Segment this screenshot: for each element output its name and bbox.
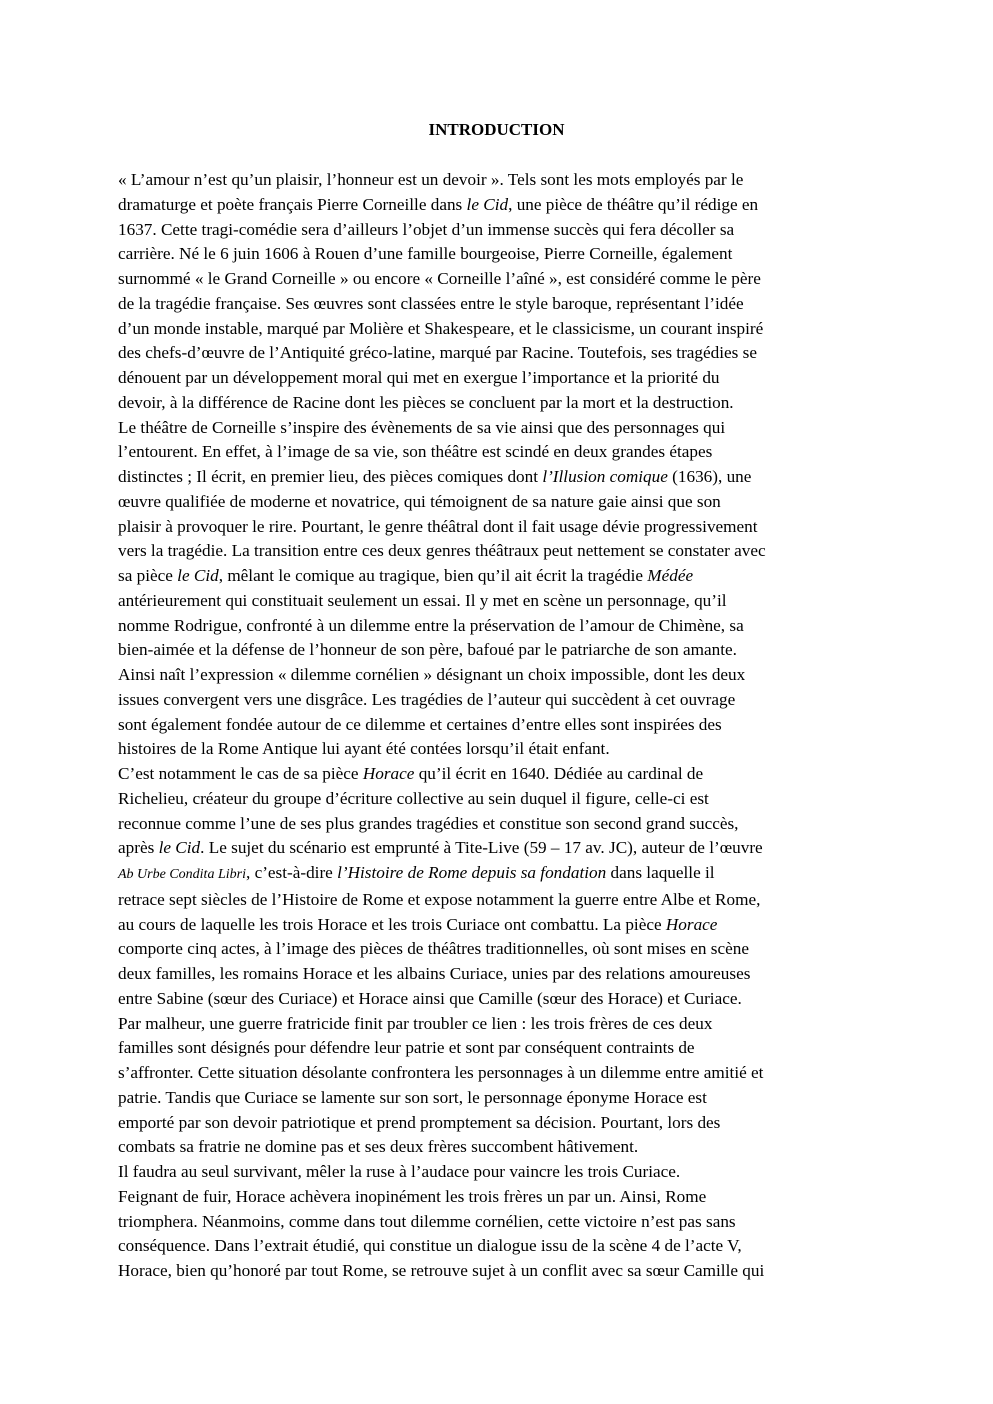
text-line — [118, 341, 888, 366]
text-line — [118, 638, 888, 663]
text-line — [118, 888, 888, 913]
text-segment: nomme Rodrigue, confronté à un dilemme entre la préservation de l’amour de Chimène, sa — [118, 615, 744, 635]
text-line — [118, 913, 888, 938]
text-segment: distinctes ; Il écrit, en premier lieu, des pièces comiques dont — [118, 467, 543, 486]
text-line — [118, 1210, 888, 1235]
text-line — [118, 416, 888, 441]
text-line — [118, 515, 888, 540]
text-segment: combats sa fratrie ne domine pas et ses deux frères succombent hâtivement. — [118, 1137, 639, 1157]
text-line — [118, 1135, 888, 1160]
text-line — [118, 713, 888, 738]
text-line — [118, 1185, 888, 1210]
text-segment: retrace sept siècles de l’Histoire de Rome et expose notamment la guerre entre Albe et Rome, — [118, 889, 761, 909]
text-segment: Feignant de fuir, Horace achèvera inopinément les trois frères un par un. Ainsi, Rome — [118, 1186, 707, 1206]
text-segment: issues convergent vers une disgrâce. Les tragédies de l’auteur qui succèdent à cet ouvrage — [118, 689, 736, 709]
italic-text: le Cid — [177, 566, 219, 585]
text-segment: Le théâtre de Corneille s’inspire des évènements de sa vie ainsi que des personnages qui — [118, 417, 726, 437]
text-line — [118, 366, 888, 391]
text-line — [118, 1259, 888, 1284]
text-segment: après — [118, 838, 159, 858]
text-segment: Richelieu, créateur du groupe d’écriture collective au sein duquel il figure, celle-ci est — [118, 788, 709, 808]
text-segment: Ainsi naît l’expression « dilemme cornélien » désignant un choix impossible, dont les deux — [118, 665, 746, 684]
text-line — [118, 762, 888, 787]
text-segment: . Le sujet du scénario est emprunté à Tite-Live (59 – 17 av. JC), auteur de l’œuvre — [200, 838, 763, 858]
text-segment: s’affronter. Cette situation désolante confrontera les personnages à un dilemme entre amitié et — [118, 1063, 764, 1082]
italic-text: l’Illusion comique — [542, 467, 668, 486]
text-line — [118, 663, 888, 688]
text-segment: carrière. Né le 6 juin 1606 à Rouen d’une famille bourgeoise, Pierre Corneille, également — [118, 244, 733, 264]
text-line — [118, 292, 888, 317]
text-line — [118, 465, 888, 490]
italic-text: l’Histoire de Rome depuis sa fondation — [337, 863, 607, 882]
text-segment: devoir, à la différence de Racine dont les pièces se concluent par la mort et la destruction. — [118, 392, 734, 412]
text-line — [118, 962, 888, 987]
text-segment: histoires de la Rome Antique lui ayant été contées lorsqu’il était enfant. — [118, 739, 610, 759]
text-line — [118, 836, 888, 861]
text-line — [118, 267, 888, 292]
text-line — [118, 539, 888, 564]
text-segment: plaisir à provoquer le rire. Pourtant, le genre théâtral dont il fait usage dévie progressivement — [118, 516, 758, 536]
text-segment: , mêlant le comique au tragique, bien qu’il ait écrit la tragédie — [218, 566, 648, 585]
text-line — [118, 1086, 888, 1111]
text-line — [118, 1061, 888, 1086]
text-segment: sont également fondée autour de ce dilemme et certaines d’entre elles sont inspirées des — [118, 714, 722, 734]
text-line — [118, 987, 888, 1012]
text-segment: qu’il écrit en 1640. Dédiée au cardinal de — [414, 764, 704, 783]
text-segment: l’entourent. En effet, à l’image de sa vie, son théâtre est scindé en deux grandes étapes — [118, 442, 713, 462]
text-segment: familles sont désignés pour défendre leur patrie et sont par conséquent contraints de — [118, 1038, 695, 1058]
text-line — [118, 218, 888, 243]
body-text — [118, 168, 888, 1284]
text-line — [118, 589, 888, 614]
text-line — [118, 688, 888, 713]
text-segment: sa pièce — [118, 566, 178, 585]
page-title: INTRODUCTION — [428, 120, 565, 139]
text-segment: (1636), une — [667, 467, 752, 486]
text-line — [118, 317, 888, 342]
text-segment: comporte cinq actes, à l’image des pièces de théâtres traditionnelles, où sont mises en scène — [118, 939, 749, 959]
text-segment: deux familles, les romains Horace et les albains Curiace, unies par des relations amoureuses — [118, 964, 751, 983]
text-segment: 1637. Cette tragi-comédie sera d’ailleurs l’objet d’un immense succès qui fera décoller sa — [118, 219, 735, 239]
text-line — [118, 787, 888, 812]
text-segment: « L’amour n’est qu’un plaisir, l’honneur est un devoir ». Tels sont les mots employés par le — [118, 170, 744, 189]
text-line — [118, 242, 888, 267]
text-segment: des chefs-d’œuvre de l’Antiquité gréco-latine, marqué par Racine. Toutefois, ses tragédies se — [118, 343, 757, 363]
text-segment: Il faudra au seul survivant, mêler la ruse à l’audace pour vaincre les trois Curiace. — [118, 1162, 681, 1181]
text-line — [118, 812, 888, 837]
text-line — [118, 193, 888, 218]
text-segment: œuvre qualifiée de moderne et novatrice, qui témoignent de sa nature gaie ainsi que son — [118, 491, 721, 511]
text-line — [118, 1036, 888, 1061]
text-segment: dénouent par un développement moral qui met en exergue l’importance et la priorité du — [118, 368, 720, 387]
italic-text: Ab Urbe Condita Libri — [118, 867, 246, 882]
text-segment: Par malheur, une guerre fratricide finit par troubler ce lien : les trois frères de ces deux — [118, 1013, 713, 1033]
text-line — [118, 490, 888, 515]
text-line — [118, 1012, 888, 1037]
text-segment: patrie. Tandis que Curiace se lamente sur son sort, le personnage éponyme Horace est — [118, 1087, 707, 1107]
text-segment: antérieurement qui constituait seulement un essai. Il y met en scène un personnage, qu’il — [118, 590, 727, 610]
text-line — [118, 1111, 888, 1136]
text-segment: au cours de laquelle les trois Horace et les trois Curiace ont combattu. La pièce — [118, 914, 666, 934]
text-segment: reconnue comme l’une de ses plus grandes tragédies et constitue son second grand succès, — [118, 813, 739, 833]
text-segment: dramaturge et poète français Pierre Corneille dans — [118, 194, 467, 214]
text-line — [118, 440, 888, 465]
text-segment: dans laquelle il — [606, 863, 715, 882]
text-line — [118, 1160, 888, 1185]
text-segment: conséquence. Dans l’extrait étudié, qui constitue un dialogue issu de la scène 4 de l’acte V, — [118, 1236, 742, 1256]
text-segment: triomphera. Néanmoins, comme dans tout dilemme cornélien, cette victoire n’est pas sans — [118, 1211, 736, 1231]
text-segment: entre Sabine (sœur des Curiace) et Horace ainsi que Camille (sœur des Horace) et Curiace. — [118, 988, 742, 1008]
italic-text: le Cid — [158, 838, 201, 858]
text-segment: bien-aimée et la défense de l’honneur de son père, bafoué par le patriarche de son amante. — [118, 640, 737, 660]
text-line — [118, 861, 888, 888]
text-segment: emporté par son devoir patriotique et prend promptement sa décision. Pourtant, lors des — [118, 1112, 721, 1132]
text-line — [118, 391, 888, 416]
text-segment: vers la tragédie. La transition entre ces deux genres théâtraux peut nettement se constater avec — [118, 541, 766, 561]
italic-text: Médée — [647, 566, 694, 585]
text-line — [118, 564, 888, 589]
text-segment: , c’est-à-dire — [245, 863, 338, 882]
text-segment: , une pièce de théâtre qu’il rédige en — [508, 194, 759, 214]
italic-text: Horace — [362, 764, 415, 783]
text-segment: surnommé « le Grand Corneille » ou encore « Corneille l’aîné », est considéré comme le père — [118, 269, 761, 288]
text-line — [118, 937, 888, 962]
text-line — [118, 1234, 888, 1259]
text-segment: C’est notamment le cas de sa pièce — [118, 764, 363, 783]
text-segment: d’un monde instable, marqué par Molière et Shakespeare, et le classicisme, un courant inspiré — [118, 318, 764, 338]
italic-text: Horace — [665, 914, 718, 934]
italic-text: le Cid — [466, 194, 509, 214]
text-segment: Horace, bien qu’honoré par tout Rome, se retrouve sujet à un conflit avec sa sœur Camille qui — [118, 1261, 765, 1280]
text-segment: de la tragédie française. Ses œuvres sont classées entre le style baroque, représentant l’idée — [118, 293, 744, 313]
text-line — [118, 737, 888, 762]
text-line — [118, 614, 888, 639]
text-line — [118, 168, 888, 193]
